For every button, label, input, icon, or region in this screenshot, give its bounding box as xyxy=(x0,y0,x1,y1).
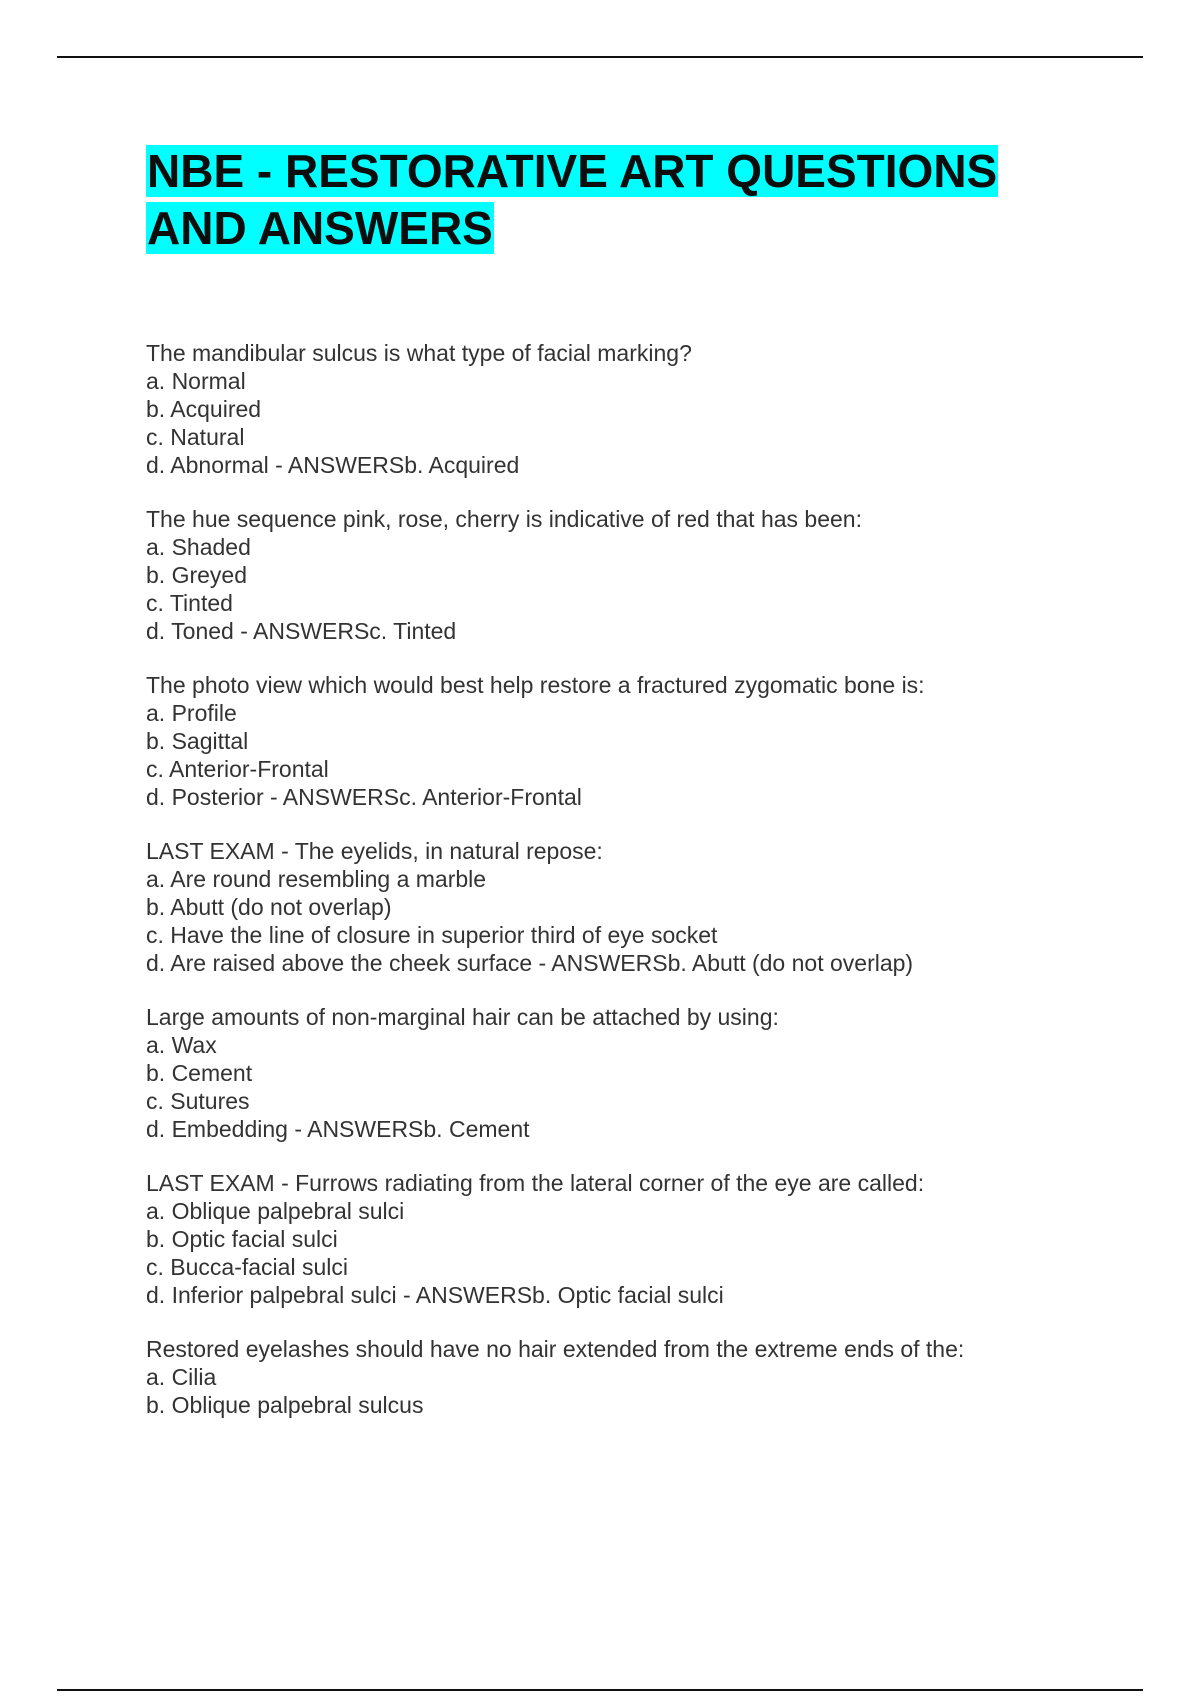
question-prompt: The hue sequence pink, rose, cherry is indicative of red that has been: xyxy=(146,506,862,532)
answer-option: c. Bucca-facial sulci xyxy=(146,1254,348,1280)
answer-option: a. Shaded xyxy=(146,534,251,560)
question-block xyxy=(146,671,1146,811)
answer-option: a. Normal xyxy=(146,368,246,394)
answer-option-with-answer: d. Are raised above the cheek surface - ANSWERSb. Abutt (do not overlap) xyxy=(146,950,914,976)
answer-option: c. Natural xyxy=(146,424,245,450)
answer-option: a. Profile xyxy=(146,700,237,726)
question-prompt: Restored eyelashes should have no hair extended from the extreme ends of the: xyxy=(146,1336,965,1362)
answer-option: c. Sutures xyxy=(146,1088,250,1114)
question-block xyxy=(146,505,1146,645)
question-block xyxy=(146,1169,1146,1309)
question-block xyxy=(146,1335,1146,1419)
title-line-2: AND ANSWERS xyxy=(147,202,493,254)
answer-option-with-answer: d. Toned - ANSWERSc. Tinted xyxy=(146,618,457,644)
answer-option: c. Anterior-Frontal xyxy=(146,756,329,782)
answer-option: b. Acquired xyxy=(146,396,262,422)
answer-option-with-answer: d. Inferior palpebral sulci - ANSWERSb. Optic facial sulci xyxy=(146,1282,724,1308)
question-prompt: Large amounts of non-marginal hair can be attached by using: xyxy=(146,1004,779,1030)
answer-option: b. Oblique palpebral sulcus xyxy=(146,1392,424,1418)
question-prompt: The mandibular sulcus is what type of facial marking? xyxy=(146,340,692,366)
answer-option: c. Have the line of closure in superior third of eye socket xyxy=(146,922,718,948)
question-block xyxy=(146,1003,1146,1143)
title-line-1: NBE - RESTORATIVE ART QUESTIONS xyxy=(147,145,998,197)
question-prompt: LAST EXAM - The eyelids, in natural repose: xyxy=(146,838,603,864)
answer-option: c. Tinted xyxy=(146,590,233,616)
answer-option: b. Optic facial sulci xyxy=(146,1226,338,1252)
answer-option: a. Wax xyxy=(146,1032,217,1058)
question-prompt: The photo view which would best help restore a fractured zygomatic bone is: xyxy=(146,672,925,698)
footer-rule xyxy=(57,1689,1143,1691)
question-block xyxy=(146,339,1146,479)
answer-option: a. Are round resembling a marble xyxy=(146,866,487,892)
question-block xyxy=(146,837,1146,977)
answer-option-with-answer: d. Posterior - ANSWERSc. Anterior-Frontal xyxy=(146,784,582,810)
question-prompt: LAST EXAM - Furrows radiating from the lateral corner of the eye are called: xyxy=(146,1170,925,1196)
answer-option: a. Oblique palpebral sulci xyxy=(146,1198,405,1224)
answer-option-with-answer: d. Embedding - ANSWERSb. Cement xyxy=(146,1116,530,1142)
answer-option: b. Greyed xyxy=(146,562,247,588)
question-list xyxy=(146,339,1146,1445)
answer-option: a. Cilia xyxy=(146,1364,217,1390)
answer-option: b. Sagittal xyxy=(146,728,249,754)
answer-option-with-answer: d. Abnormal - ANSWERSb. Acquired xyxy=(146,452,520,478)
answer-option: b. Cement xyxy=(146,1060,253,1086)
header-rule xyxy=(57,56,1143,58)
document-title xyxy=(146,143,1046,257)
answer-option: b. Abutt (do not overlap) xyxy=(146,894,392,920)
